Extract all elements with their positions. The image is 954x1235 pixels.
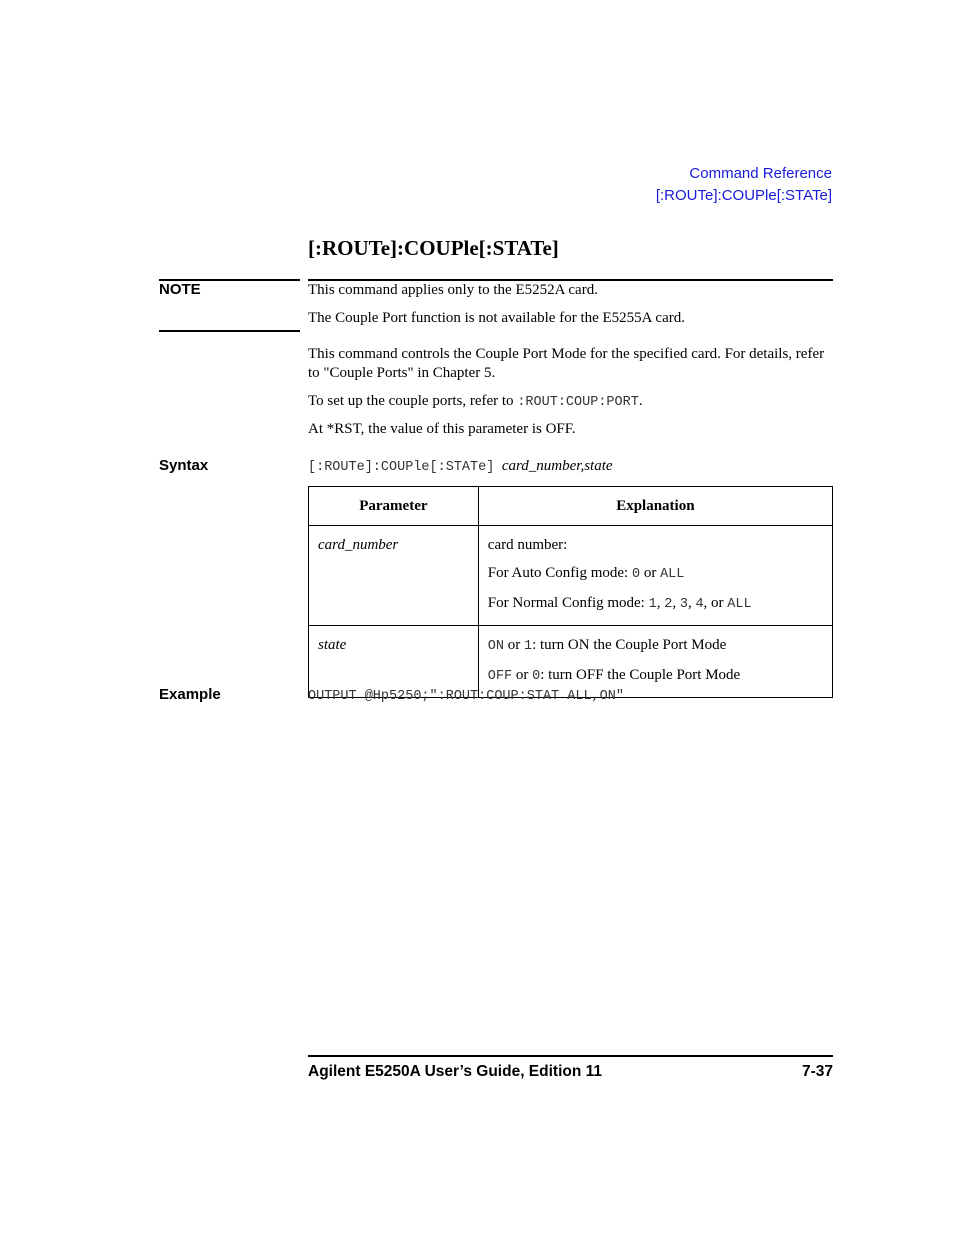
normal-config-sep: , (656, 595, 665, 611)
normal-config-value-all: ALL (727, 597, 752, 612)
description-para-3: At *RST, the value of this parameter is OFF. (308, 421, 576, 437)
header-command: [:ROUTe]:COUPle[:STATe] (655, 187, 832, 204)
note-rule-bottom (159, 330, 300, 332)
page-title: [:ROUTe]:COUPle[:STATe] (308, 236, 559, 260)
state-on-code: ON (487, 639, 504, 654)
card-number-line-3 (488, 589, 823, 619)
para-2-text: To set up the couple ports, refer to (308, 393, 518, 409)
para-2-end: . (638, 393, 643, 409)
table-header-explanation: Explanation (478, 487, 832, 526)
description-para-1: This command controls the Couple Port Mode for the specified card. For details, refer to "Couple Ports" in Chapter 5. (308, 346, 825, 381)
table-cell-param (309, 526, 479, 626)
footer-page-number: 7-37 (801, 1063, 833, 1080)
state-off-or: or (512, 667, 533, 683)
table-header-row (309, 487, 833, 526)
normal-config-sep: , (672, 595, 680, 611)
param-card-number: card_number (318, 537, 399, 553)
table-cell-explanation (478, 526, 832, 626)
state-off-text: : turn OFF the Couple Port Mode (540, 667, 741, 683)
normal-config-sep: , (687, 595, 696, 611)
state-on-value: 1 (523, 639, 533, 654)
auto-config-text: For Auto Config mode: (487, 565, 632, 581)
syntax-line (308, 457, 833, 477)
card-number-line-2 (488, 559, 823, 589)
normal-config-value-4: 4 (695, 597, 704, 612)
auto-config-or: or (640, 565, 661, 581)
footer-guide-title: Agilent E5250A User’s Guide, Edition 11 (308, 1063, 603, 1080)
normal-config-text: For Normal Config mode: (487, 595, 649, 611)
syntax-args: card_number,state (501, 458, 613, 474)
state-line-1 (488, 631, 823, 661)
state-on-text: : turn ON the Couple Port Mode (532, 637, 727, 653)
auto-config-value-0: 0 (631, 567, 641, 582)
state-off-value: 0 (532, 669, 541, 684)
parameter-table (308, 486, 833, 698)
state-off-code: OFF (487, 669, 513, 684)
para-2-code: :ROUT:COUP:PORT (517, 395, 639, 410)
auto-config-value-all: ALL (660, 567, 685, 582)
card-number-line-1: card number: (487, 537, 568, 553)
state-on-or: or (503, 637, 524, 653)
normal-config-value-2: 2 (664, 597, 673, 612)
param-state: state (318, 637, 347, 653)
footer-rule (308, 1055, 833, 1057)
note-line-2: The Couple Port function is not available for the E5255A card. (308, 310, 685, 326)
normal-config-value-1: 1 (648, 597, 657, 612)
table-row (309, 526, 833, 626)
header-section: Command Reference (689, 165, 832, 182)
example-code: OUTPUT @Hp5250;":ROUT:COUP:STAT ALL,ON" (308, 689, 624, 704)
syntax-label: Syntax (159, 457, 209, 474)
note-label: NOTE (159, 281, 201, 298)
description-para-2 (308, 392, 833, 412)
syntax-code: [:ROUTe]:COUPle[:STATe] (308, 460, 495, 475)
normal-config-or: , or (703, 595, 728, 611)
normal-config-value-3: 3 (679, 597, 688, 612)
example-label: Example (159, 686, 221, 703)
table-header-parameter: Parameter (309, 487, 479, 526)
note-line-1: This command applies only to the E5252A card. (308, 282, 598, 298)
example-line (308, 686, 833, 706)
